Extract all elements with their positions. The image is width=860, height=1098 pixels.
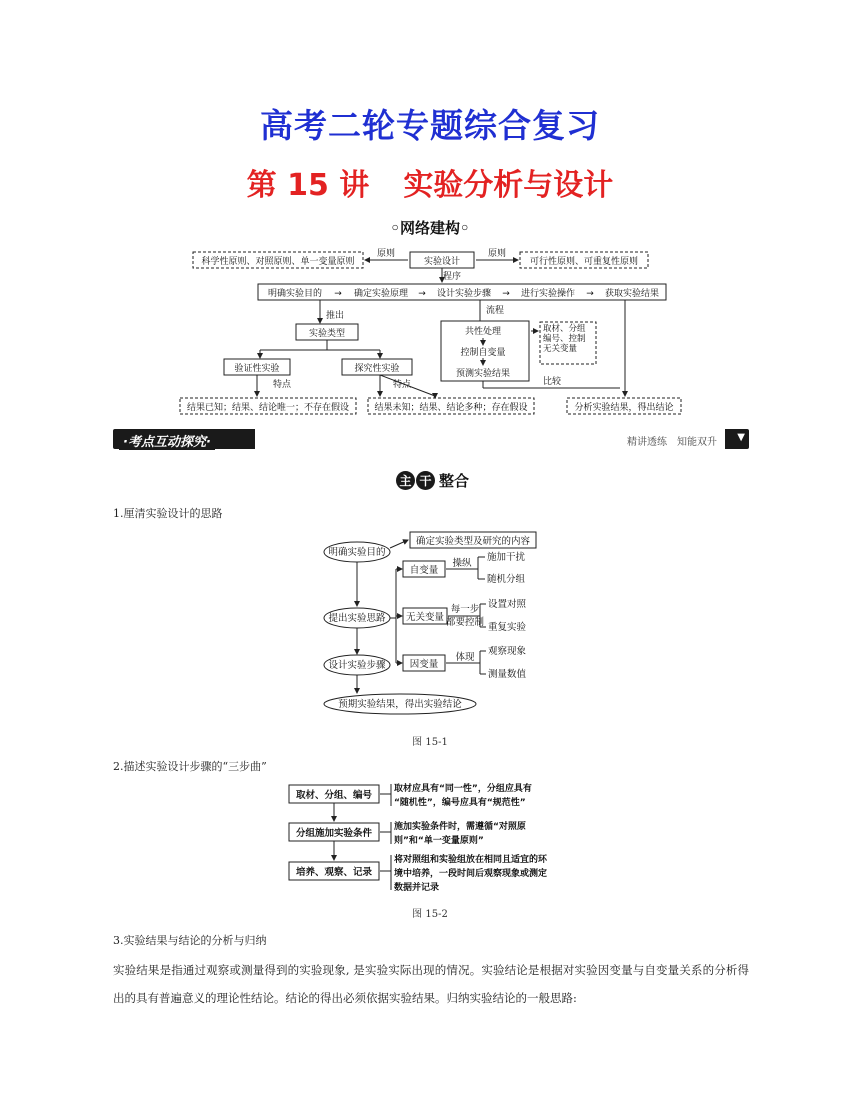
design-idea-diagram	[0, 525, 860, 720]
verify-feature: 结果已知；结果、结论唯一；不存在假设	[186, 403, 350, 413]
section3-paragraph: 实验结果是指通过观察或测量得到的实验现象, 是实验实际出现的情况。实验结论是根据对实验因变量与自变量关系的分析得出的具有普遍意义的理论性结论。结论的得出必须依据实验结果。归纳实验结论的一般思路:	[113, 963, 749, 1005]
purpose-node: 明确实验目的	[328, 547, 386, 558]
principle-left: 科学性原则、对照原则、单一变量原则	[201, 257, 355, 267]
flow-step-1: 明确实验目的	[267, 289, 323, 299]
procedure-label: 程序	[442, 272, 462, 282]
design-node: 实验设计	[423, 257, 461, 267]
network-diagram	[0, 0, 860, 425]
step3-desc-1: 将对照组和实验组放在相同且适宜的环	[394, 855, 548, 865]
band-right-text: 精讲透练 知能双升	[621, 433, 723, 448]
step1-label: 取材、分组、编号	[295, 790, 373, 801]
feature-label-1: 特点	[272, 380, 292, 390]
steps-node: 设计实验步骤	[328, 660, 386, 671]
explore-feature: 结果未知；结果、结论多种；存在假设	[374, 403, 528, 413]
flow-step-2: 确定实验原理	[353, 289, 409, 299]
analyze-node: 分析实验结果，得出结论	[574, 403, 674, 413]
flow-label: 流程	[485, 306, 505, 316]
each-step-label: 每一步	[450, 604, 480, 615]
flow-arrow-2: →	[418, 289, 426, 299]
step3-desc-2: 境中培养，一段时间后观察现象或测定	[394, 869, 548, 879]
random-label: 随机分组	[487, 574, 526, 585]
dropdown-triangle-icon[interactable]: ▼	[737, 432, 745, 443]
section2-heading: 2.描述实验设计步骤的“三步曲”	[113, 760, 267, 773]
independent-node: 自变量	[409, 565, 439, 576]
repeat-label: 重复实验	[488, 622, 527, 633]
common-processing: 共性处理	[464, 327, 502, 337]
embody-label: 体现	[455, 652, 475, 663]
page-title: 高考二轮专题综合复习	[260, 106, 600, 145]
control-all-label: 都要控制	[445, 617, 485, 628]
step1-desc-1: 取材应具有“同一性”，分组应具有	[394, 784, 532, 794]
principle-right: 可行性原则、可重复性原则	[529, 257, 639, 267]
irrelevant-node: 无关变量	[405, 612, 445, 623]
material-note: 取材、分组编号、控制无关变量	[543, 324, 586, 354]
principle-left-label: 原则	[376, 249, 396, 259]
derive-label: 推出	[325, 311, 345, 321]
flow-arrow-1: →	[334, 289, 342, 299]
principle-right-label: 原则	[487, 249, 507, 259]
lecture-topic: 实验分析与设计	[403, 168, 614, 203]
exp-type-node: 实验类型	[308, 329, 346, 339]
observe-label: 观察现象	[488, 646, 527, 657]
flow-step-4: 进行实验操作	[520, 289, 576, 299]
step2-desc-1: 施加实验条件时，需遵循“对照原	[394, 822, 526, 832]
figure-caption-2: 图 15-2	[412, 909, 448, 920]
set-control-label: 设置对照	[488, 599, 527, 610]
manip-label: 操纵	[452, 558, 472, 569]
section3-heading: 3.实验结果与结论的分析与归纳	[113, 934, 267, 947]
step1-desc-2: “随机性”，编号应具有“规范性”	[394, 798, 526, 808]
apply-label: 施加干扰	[487, 552, 526, 563]
network-heading: ◦网络建构◦	[390, 219, 470, 237]
predict-node: 预期实验结果，得出实验结论	[338, 699, 462, 710]
feature-label-2: 特点	[392, 380, 412, 390]
verify-node: 验证性实验	[234, 364, 280, 374]
flow-arrow-4: →	[586, 289, 594, 299]
badge-text: 整合	[439, 472, 470, 490]
band-label: ·考点互动探究·	[119, 431, 215, 450]
section1-heading: 1.厘清实验设计的思路	[113, 507, 223, 520]
step3-desc-3: 数据并记录	[394, 883, 440, 893]
lecture-number: 第 15 讲	[246, 168, 370, 203]
badge-circle-2: 干	[416, 471, 435, 490]
compare-label: 比较	[542, 377, 562, 387]
predict-result: 预测实验结果	[455, 369, 511, 379]
flow-step-3: 设计实验步骤	[436, 289, 492, 299]
badge-circle-1: 主	[396, 471, 415, 490]
flow-arrow-3: →	[502, 289, 510, 299]
step2-desc-2: 则”和“单一变量原则”	[394, 836, 484, 846]
idea-node: 提出实验思路	[328, 613, 386, 624]
section-band	[113, 429, 749, 449]
dependent-node: 因变量	[409, 659, 439, 670]
step2-label: 分组施加实验条件	[295, 828, 373, 839]
explore-node: 探究性实验	[354, 364, 400, 374]
measure-label: 测量数值	[488, 669, 527, 680]
integration-badge	[396, 470, 469, 491]
three-steps-diagram	[0, 778, 860, 898]
flow-step-5: 获取实验结果	[604, 289, 660, 299]
figure-caption-1: 图 15-1	[412, 737, 448, 748]
type-node: 确定实验类型及研究的内容	[415, 536, 531, 547]
control-variable: 控制自变量	[460, 348, 506, 358]
step3-label: 培养、观察、记录	[295, 867, 373, 878]
